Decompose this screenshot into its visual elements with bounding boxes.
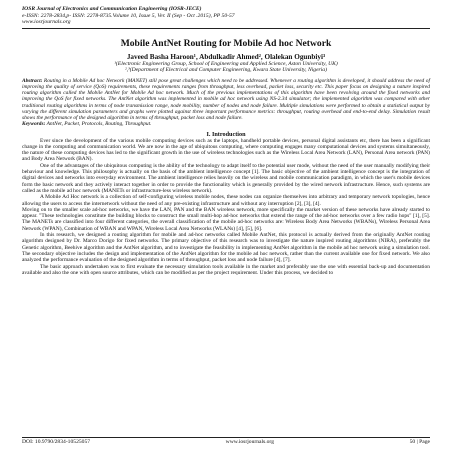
abstract: [22, 78, 430, 122]
paper-title: Mobile AntNet Routing for Mobile Ad hoc Network: [120, 37, 332, 49]
paragraph: The basic approach undertaken was to first evaluate the necessary simulation tools available in the market and preferably use the one with essential back-up and documentation available and also the one with open source attributes, which can be modified as per the project requirement. Under this process, we decided to: [22, 263, 430, 276]
journal-issn: e-ISSN: 2278-2834,p- ISSN: 2278-8735.Volume 10, Issue 5, Ver. II (Sep - Oct .2015), PP 50-57: [22, 12, 235, 19]
paragraph: A Mobile Ad Hoc network is a collection of self-configuring wireless mobile nodes, these nodes can organize themselves into arbitrary and temporary network topologies, hence allowing the users to access the internetwork without the need of any pre-existing infrastructure and without any interruption [2], [3], [4].: [22, 194, 430, 207]
paragraph: In this research, we designed a routing algorithm for mobile and ad-hoc networks called Mobile AntNet, this protocol is actually derived from the originally AntNet routing algorithm designed by Dr. Marco Dorigo for fixed networks. The primary objective of this research was to investigate the nature inspired routing algorithms (NIRA), preferably the Genetic algorithm, Beehive algorithm and the AntNet algorithm, and to investigate the feasibility in implementing AntNet algorithm in the mobile ad hoc network using a simulation tool. The secondary objective includes the design and implementation of the AntNet algorithm for the mobile ad hoc network, rather than the current available one for fixed network. We also analyzed the performance evaluation of the designed algorithm in terms of throughput, packet loss and node failure [4], [7].: [22, 232, 430, 264]
footer-doi: DOI: 10.9790/2834-10525057: [22, 439, 91, 445]
journal-header: [22, 6, 430, 26]
abstract-label: Abstract:: [22, 77, 43, 84]
journal-url[interactable]: www.iosrjournals.org: [22, 19, 71, 26]
keywords: [22, 121, 430, 127]
keywords-label: Keywords:: [22, 121, 46, 128]
footer-page: 50 | Page: [409, 439, 430, 445]
section-heading: I. Introduction: [206, 130, 246, 138]
abstract-text: Routing in a Mobile Ad hoc Network (MANET) still pose great challenges which need to be addressed. Whenever a routing algorithm is developed, it should address the need of improving the quality of service (QoS) requirements, these requirements ranges from throughput, less overhead, packet loss, security etc. This paper focus on designing a nature inspired routing algorithm called the Mobile AntNet for Mobile Ad hoc network. Much of the previous implementations of this algorithm have been revolving around the fixed networks and improving the QoS for fixed networks. The AntNet algorithm was implemented in mobile ad hoc network using NS-2.34 simulator; the implemented algorithm was compared with other traditional routing algorithms in terms of node transmission range, node mobility, number of nodes and node failure. Multiple simulations were performed to obtain a statistical output by varying the different simulation parameters and graphs were plotted against three important performance metrics: throughput, routing overhead and end-to-end delay. Simulation result shows the performance of the designed algorithm in terms of throughput, packet loss and node failure.: [22, 77, 430, 122]
paper-authors: Javeed Basha Haroon¹, Abdulkadir Ahmed², Olalekan Ogunbiyi³: [126, 52, 326, 61]
page-footer: [22, 437, 430, 445]
paragraph: One of the advantages of the ubiquitous computing is the ability of the technology to adapt itself to the potential user mode, without the need of the user manually modifying their behaviour and knowledge. This philosophy is actually on the basis of the ambient intelligence concept [1]. The basic objective of the ambient intelligence concept is the integration of digital devices and networks into everyday environment. The ambient intelligence relies heavily on the wireless and mobile communication paradigm, in which the user's mobile devices form the basic network and they actively interact together in order to provide the functionality which is generally provided by the wired network infrastructure. Hence, such systems are called as the mobile ad hoc network (MANETs or infrastructure-less wireless network).: [22, 162, 430, 194]
section-body: [22, 138, 430, 277]
affiliation-1: ¹(Electronic Engineering Group, School of Engineering and Applied Science, Aston University, UK): [114, 60, 338, 67]
affiliations: [22, 61, 430, 74]
header-rule: [22, 28, 430, 29]
paragraph: Moving on to the smaller scale ad-hoc networks, we have the LAN, PAN and the BAN wireless network, more specifically the market version of these networks have already started to appear. "These technologies constitute the building blocks to construct the small multi-hop ad-hoc networks that extend the range of the ad-hoc networks over a few radio hops" [1], [5]. The MANETs are classified into four different categories, the overall classification of the mobile ad-hoc networks are: Wireless Body Area Networks (WBANs), Wireless Personal Area Network (WPAN), Combination of WBAN and WPAN, Wireless Local Area Networks (WLANs) [4], [5], [6].: [22, 206, 430, 232]
paragraph: Ever since the development of the various mobile computing devices such as the laptops, handheld portable devices, personal digital assistants etc, there has been a significant change in the computing and communication world. We are now in the age of ubiquitous computing, where computing engages many computational devices and systems simultaneously, the nature of these computing devices has led to the significant growth in the use of wireless technologies such as the Wireless Local Area Network (LAN), Personal Area network (PAN) and Body Area Network (BAN).: [22, 137, 430, 163]
footer-site[interactable]: www.iosrjournals.org: [225, 439, 274, 445]
keywords-text: AntNet, Packet, Protocols, Routing, Throughput.: [45, 121, 152, 128]
affiliation-2: ²,³(Department of Electrical and Computer Engineering, Kwara State University, Nigeria): [125, 67, 327, 74]
journal-name: IOSR Journal of Electronics and Communication Engineering (IOSR-JECE): [22, 6, 202, 12]
